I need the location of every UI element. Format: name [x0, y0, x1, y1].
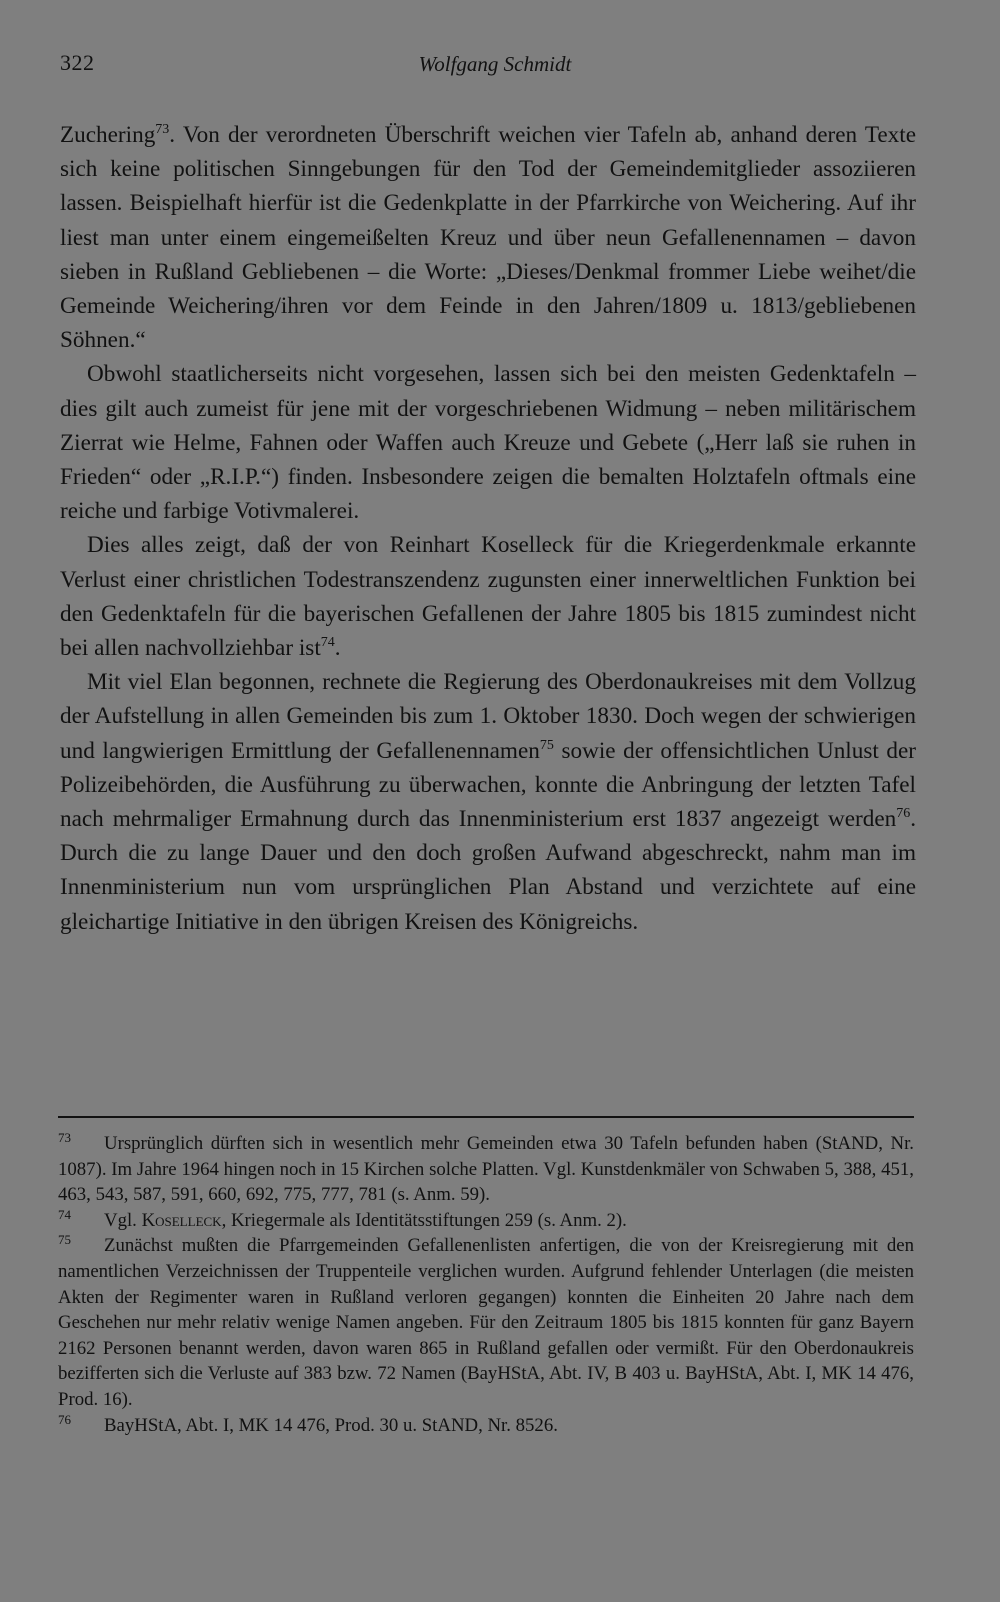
footnote-number-73: 73: [58, 1130, 71, 1145]
footnote-73-text: Ursprünglich dürften sich in wesentlich mehr Gemeinden etwa 30 Tafeln befunden haben (StAND, Nr. 1087). Im Jahre 1964 hingen noch in 15 Kirchen solche Platten. Vgl. Kunstdenkmäler von Schwaben 5, 388, 451, 463, 543, 587, 591, 660, 692, 775, 777, 781 (s. Anm. 59).: [58, 1133, 914, 1206]
paragraph-3-text-b: .: [334, 635, 341, 662]
paragraph-3-text-a: Dies alles zeigt, daß der von Reinhart Koselleck für die Kriegerdenkmale erkannte Verlust einer christlichen Todestranszendenz zugunsten einer innerweltlichen Funktion bei den Gedenktafeln für die bayerischen Gefallenen der Jahre 1805 bis 1815 zumindest nicht bei allen nachvollziehbar ist: [60, 532, 916, 662]
paragraph-1-text-a: Zuchering: [60, 122, 156, 148]
footnote-number-74: 74: [58, 1206, 71, 1222]
paragraph-4-text-c: . Durch die zu lange Dauer und den doch großen Aufwand abgeschreckt, nahm man im Innenministerium nun vom ursprünglichen Plan Abstand und verzichtete auf eine gleichartige Initiative in den übrigen Kreisen des Königreichs.: [60, 806, 916, 935]
paragraph-2: Obwohl staatlicherseits nicht vorgesehen, lassen sich bei den meisten Gedenktafeln – dies gilt auch zumeist für jene mit der vorgeschriebenen Widmung – neben militärischem Zierrat wie Helme, Fahnen oder Waffen auch Kreuze und Gebete („Herr laß sie ruhen in Frieden“ oder „R.I.P.“) finden. Insbesondere zeigen die bemalten Holztafeln oftmals eine reiche und farbige Votivmalerei.: [60, 361, 916, 525]
footnote-75: [58, 1233, 914, 1412]
footnote-mark-73: [58, 1131, 104, 1157]
paragraph-4: [60, 665, 916, 939]
footnote-73: [58, 1131, 914, 1208]
running-head-author: Wolfgang Schmidt: [418, 52, 572, 76]
footnote-mark-75: [58, 1233, 104, 1259]
footnote-76: [58, 1413, 914, 1439]
paragraph-1-text-b: . Von der verordneten Überschrift weichen vier Tafeln ab, anhand deren Texte sich keine politischen Sinngebungen für den Tod der Gemeindemitglieder assoziieren lassen. Beispielhaft hierfür ist die Gedenkplatte in der Pfarrkirche von Weichering. Auf ihr liest man unter einem eingemeißelten Kreuz und über neun Gefallenennamen – davon sieben in Rußland Gebliebenen – die Worte: „Dieses/Denkmal frommer Liebe weihet/die Gemeinde Weichering/ihren vor dem Feinde in den Jahren/1809 u. 1813/gebliebenen Söhnen.“: [60, 122, 916, 354]
footnote-76-text: BayHStA, Abt. I, MK 14 476, Prod. 30 u. StAND, Nr. 8526.: [104, 1414, 558, 1436]
paragraph-4-text-b: sowie der offensichtlichen Unlust der Polizeibehörden, die Ausführung zu überwachen, konnte die Anbringung der letzten Tafel nach mehrmaliger Ermahnung durch das Innenministerium erst 1837 angezeigt werden: [60, 737, 917, 833]
footnote-ref-73[interactable]: 73: [155, 122, 170, 137]
footnote-75-text: Zunächst mußten die Pfarrgemeinden Gefallenenlisten anfertigen, die von der Kreisregierung mit den namentlichen Verzeichnissen der Truppenteile verglichen wurden. Aufgrund fehlender Unterlagen (die meisten Akten der Regimenter waren in Rußland verloren gegangen) konnten die Einheiten 20 Jahre nach dem Geschehen nur mehr relativ wenige Namen angeben. Für den Zeitraum 1805 bis 1815 konnten für ganz Bayern 2162 Personen benannt werden, davon waren 865 in Rußland gefallen oder vermißt. Für den Oberdonaukreis bezifferten sich die Verluste auf 383 bzw. 72 Namen (BayHStA, Abt. IV, B 403 u. BayHStA, Abt. I, MK 14 476, Prod. 16).: [58, 1235, 914, 1410]
footnote-74-author: Koselleck: [141, 1209, 222, 1231]
footnote-74-text: , Kriegermale als Identitätsstiftungen 259 (s. Anm. 2).: [221, 1209, 627, 1231]
page-number: 322: [60, 50, 95, 75]
paragraph-4-text-a: Mit viel Elan begonnen, rechnete die Regierung des Oberdonaukreises mit dem Vollzug der Aufstellung in allen Gemeinden bis zum 1. Oktober 1830. Doch wegen der schwierigen und langwierigen Ermittlung der Gefallenennamen: [60, 669, 916, 764]
paragraph-1: [60, 118, 916, 357]
main-text: [60, 118, 916, 939]
page-header: [60, 50, 930, 86]
footnote-number-76: 76: [58, 1411, 71, 1427]
footnotes: [58, 1131, 914, 1438]
footnote-74: [58, 1208, 914, 1234]
footnote-74-prefix: Vgl.: [104, 1209, 142, 1231]
footnote-ref-76[interactable]: 76: [896, 806, 911, 822]
paragraph-3: [60, 528, 916, 665]
footnote-separator-rule: [58, 1116, 914, 1118]
footnote-ref-75[interactable]: 75: [539, 737, 554, 753]
footnote-number-75: 75: [58, 1232, 71, 1248]
footnote-ref-74[interactable]: 74: [320, 635, 335, 651]
footnote-mark-74: [58, 1208, 104, 1234]
footnote-mark-76: [58, 1413, 104, 1439]
